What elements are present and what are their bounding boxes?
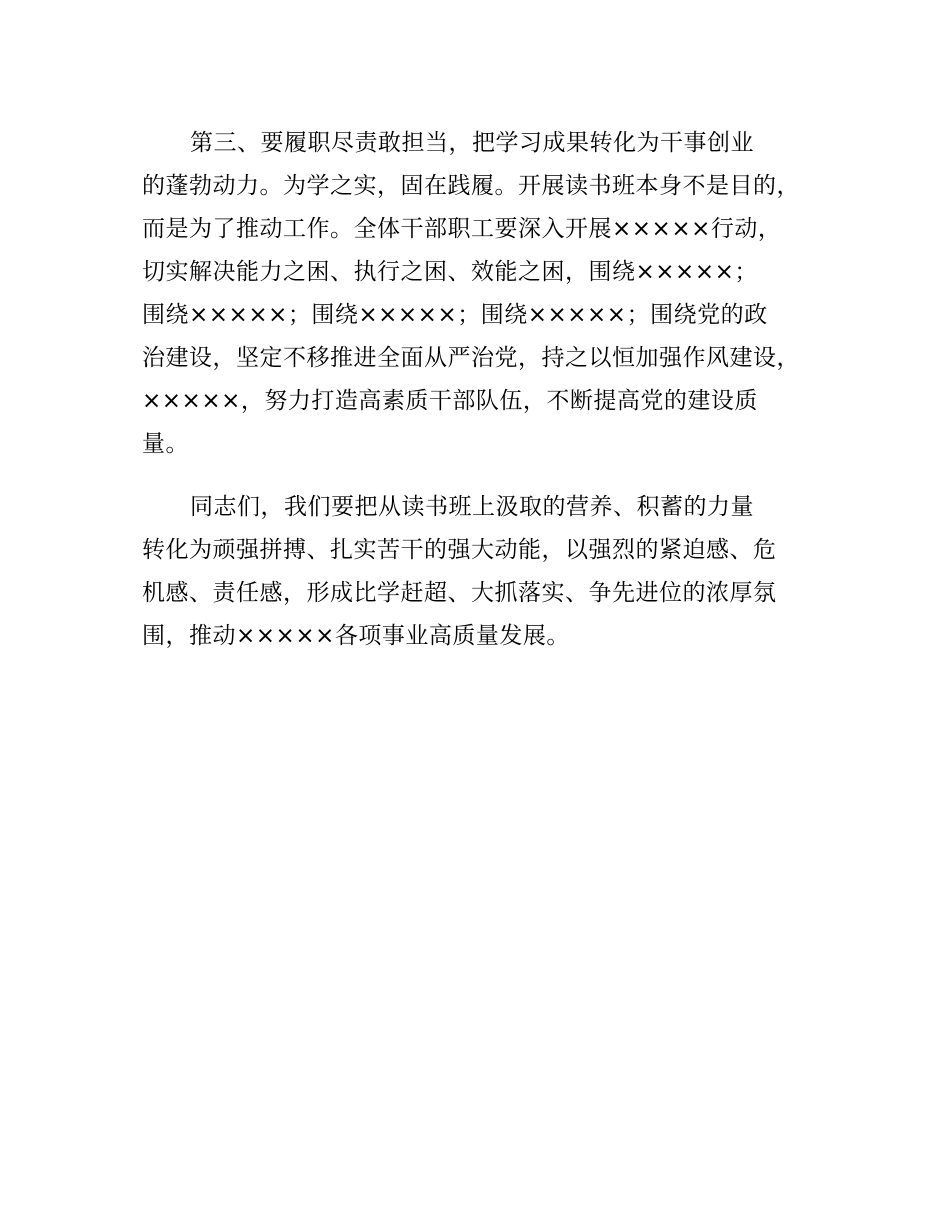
text-line: 机感、责任感，形成比学赶超、大抓落实、争先进位的浓厚氛 xyxy=(142,580,777,606)
text-line: 切实解决能力之困、执行之困、效能之困，围绕×××××； xyxy=(142,259,758,285)
text-line: 围绕×××××；围绕×××××；围绕×××××；围绕党的政 xyxy=(142,302,768,328)
text-line: 同志们，我们要把从读书班上汲取的营养、积蓄的力量 xyxy=(190,494,754,520)
paragraph-1 xyxy=(142,122,842,466)
text-line: 量。 xyxy=(142,431,189,457)
text-line: 围，推动×××××各项事业高质量发展。 xyxy=(142,623,570,649)
text-line: 第三、要履职尽责敢担当，把学习成果转化为干事创业 xyxy=(190,130,754,156)
text-line: 的蓬勃动力。为学之实，固在践履。开展读书班本身不是目的， xyxy=(142,173,800,199)
text-line: 转化为顽强拼搏、扎实苦干的强大动能，以强烈的紧迫感、危 xyxy=(142,537,777,563)
text-line: ×××××，努力打造高素质干部队伍，不断提高党的建设质 xyxy=(142,388,758,414)
text-line: 治建设，坚定不移推进全面从严治党，持之以恒加强作风建设， xyxy=(142,345,800,371)
paragraph-2 xyxy=(142,486,842,658)
text-line: 而是为了推动工作。全体干部职工要深入开展×××××行动， xyxy=(142,216,782,242)
